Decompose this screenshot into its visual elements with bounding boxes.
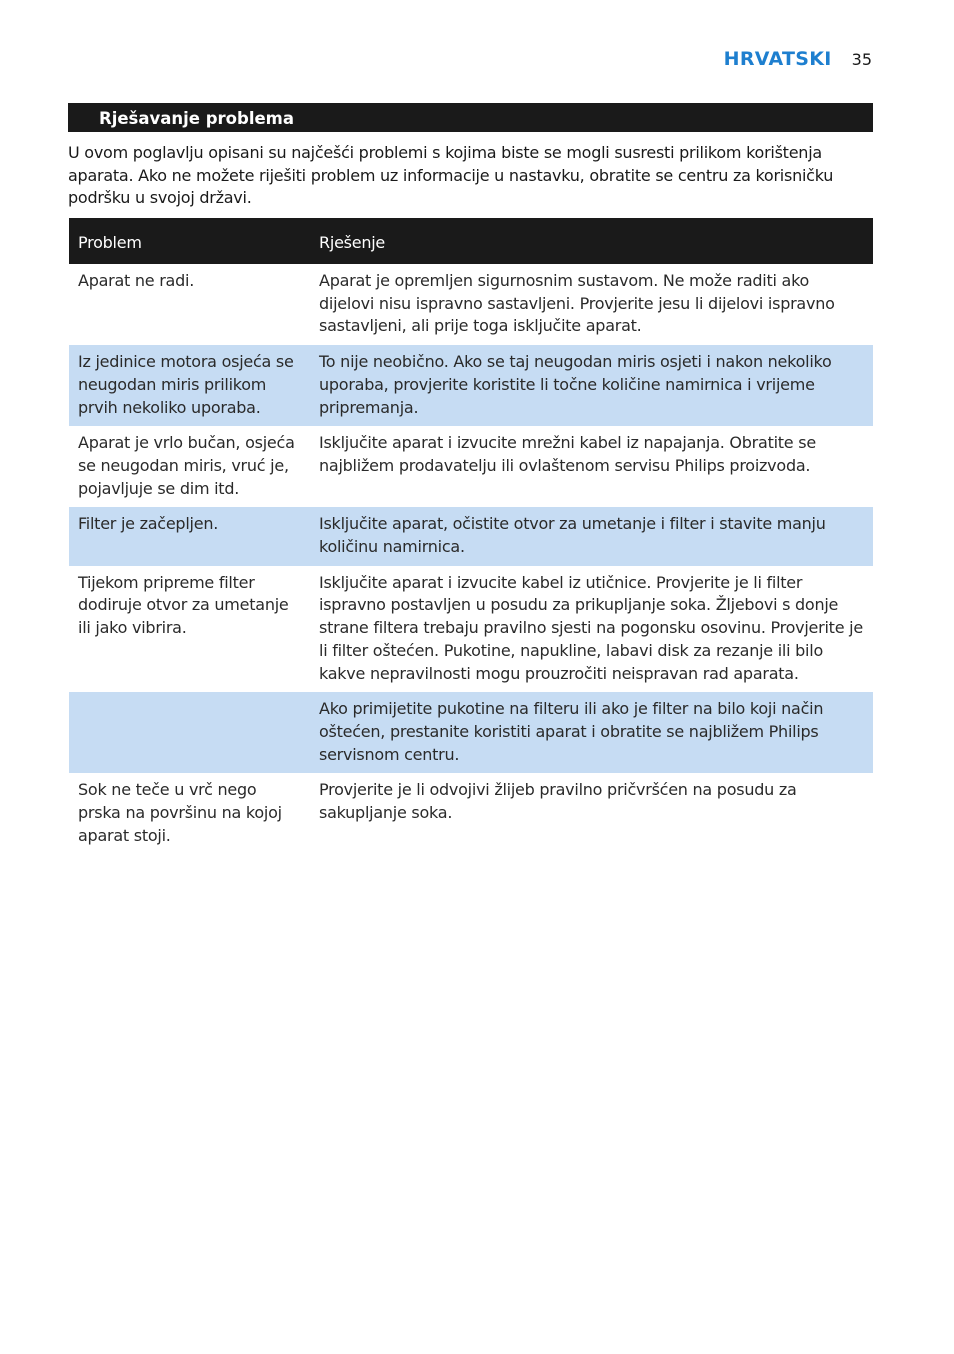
table-row [69,345,873,426]
solution-cell: Isključite aparat i izvucite kabel iz utičnice. Provjerite je li filter ispravno postavljen u posudu za prikupljanje soka. Žljebovi s donje strane filtera trebaju pravilno sjesti na pogonsku osovinu. Provjerite je li filter oštećen. Pukotine, napukline, labavi disk za rezanje ili bilo kakve nepravilnosti mogu prouzročiti neispravan rad aparata. [319,572,863,683]
table-row [69,773,873,856]
table-row [69,692,873,773]
solution-cell: Isključite aparat, očistite otvor za umetanje i filter i stavite manju količinu namirnica. [310,507,873,565]
troubleshooting-table [69,218,873,856]
solution-cell: To nije neobično. Ako se taj neugodan miris osjeti i nakon nekoliko uporaba, provjerite koristite li točne količine namirnica i vrijeme pripremanja. [310,345,873,426]
table-row [69,426,873,507]
solution-cell: Provjerite je li odvojivi žlijeb pravilno pričvršćen na posudu za sakupljanje soka. [319,780,797,823]
problem-cell [69,692,310,773]
problem-cell: Sok ne teče u vrč nego prska na površinu na kojoj aparat stoji. [78,780,282,845]
problem-cell: Tijekom pripreme filter dodiruje otvor za umetanje ili jako vibrira. [78,572,289,638]
table-row [69,566,873,693]
column-header-solution: Rješenje [310,218,873,264]
section-title: Rješavanje problema [68,103,873,132]
solution-cell: Aparat je opremljen sigurnosnim sustavom. Ne može raditi ako dijelovi nisu ispravno sastavljeni. Provjerite jesu li dijelovi ispravno sastavljeni, ali prije toga isključite aparat. [319,271,835,336]
intro-paragraph: U ovom poglavlju opisani su najčešći problemi s kojima biste se mogli susresti prilikom korištenja aparata. Ako ne možete riješiti problem uz informacije u nastavku, obratite se centru za korisničku podršku u svojoj državi. [68,143,834,208]
table-row [69,264,873,345]
page-header [724,48,872,70]
table-header-row [69,218,873,264]
language-label: HRVATSKI [723,48,832,70]
solution-cell: Ako primijetite pukotine na filteru ili ako je filter na bilo koji način oštećen, prestanite koristiti aparat i obratite se najbližem Philips servisnom centru. [310,692,873,773]
problem-cell: Aparat ne radi. [78,271,195,290]
column-header-problem: Problem [69,218,310,264]
problem-cell: Aparat je vrlo bučan, osjeća se neugodan miris, vruć je, pojavljuje se dim itd. [78,433,295,498]
problem-cell: Iz jedinice motora osjeća se neugodan miris prilikom prvih nekoliko uporaba. [69,345,310,426]
solution-cell: Isključite aparat i izvucite mrežni kabel iz napajanja. Obratite se najbližem prodavatelju ili ovlaštenom servisu Philips proizvoda. [319,433,816,475]
problem-cell: Filter je začepljen. [69,507,310,565]
page-number: 35 [851,50,872,69]
table-row [69,507,873,565]
